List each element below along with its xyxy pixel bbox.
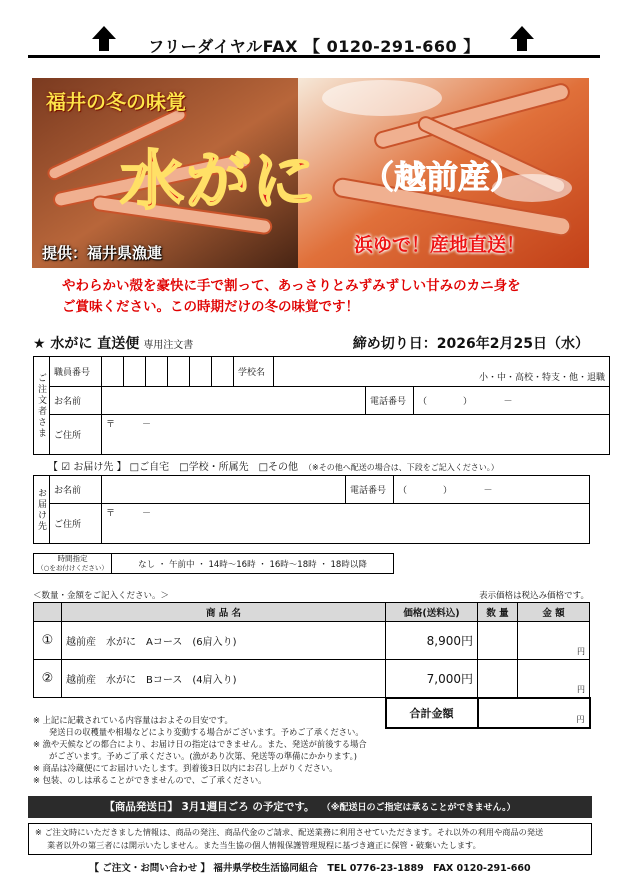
staff-no-digit[interactable] <box>212 357 234 387</box>
header-amount: 金 額 <box>518 603 590 622</box>
name-label: お名前 <box>50 387 102 415</box>
product-number: ① <box>34 622 62 660</box>
note-line: がございます。予めご了承ください。(漁があり次第、発送等の準備にかかります。) <box>49 751 357 761</box>
shipping-date-bar <box>28 796 592 818</box>
product-price: 8,900円 <box>386 622 478 660</box>
school-label: 学校名 <box>234 357 274 387</box>
staff-no-digit[interactable] <box>168 357 190 387</box>
header-qty: 数 量 <box>478 603 518 622</box>
banner-origin-text: （越前産） <box>362 158 523 196</box>
delivery-phone-label: 電話番号 <box>346 476 394 504</box>
privacy-line: 業者以外の第三者には開示いたしません。また当生協の個人情報保護管理規程に基づき適正に保管・破棄いたします。 <box>47 840 481 850</box>
contact-info: 【 ご注文・お問い合わせ 】 福井県学校生活協同組合 TEL 0776-23-1889 FAX 0120-291-660 <box>89 863 531 874</box>
time-slot-label-sub: （○をお付けください） <box>37 564 108 572</box>
privacy-line: ※ ご注文時にいただきました情報は、商品の発注、商品代金のご請求、配送業務に利用させていただきます。それ以外の利用や商品の発送 <box>35 827 544 837</box>
product-row <box>34 622 590 660</box>
delivery-name-label: お名前 <box>50 476 102 504</box>
header-product-name: 商 品 名 <box>62 603 386 622</box>
staff-no-digit[interactable] <box>124 357 146 387</box>
school-options[interactable]: 小・中・高校・特支・他・退職 <box>274 357 610 387</box>
delivery-table <box>33 475 590 544</box>
banner-credit: 提供：福井県漁連 <box>42 244 163 262</box>
time-slot-table <box>33 553 394 574</box>
form-subtitle: 専用注文書 <box>143 340 194 351</box>
delivery-name-field[interactable] <box>102 476 346 504</box>
quantity-field[interactable] <box>478 660 518 698</box>
product-number: ② <box>34 660 62 698</box>
form-title <box>33 333 193 353</box>
product-price: 7,000円 <box>386 660 478 698</box>
notes <box>33 714 393 786</box>
phone-label: 電話番号 <box>366 387 414 415</box>
staff-no-label: 職員番号 <box>50 357 102 387</box>
phone-field[interactable]: （ ） － <box>414 387 610 415</box>
name-field[interactable] <box>102 387 366 415</box>
shipping-note: （※配送日のご指定は承ることができません。） <box>321 803 516 813</box>
staff-no-digit[interactable] <box>146 357 168 387</box>
delivery-destination-choice[interactable] <box>48 458 588 473</box>
deadline: 締め切り日：2026年2月25日（水） <box>352 336 589 352</box>
intro-line: やわらかい殻を豪快に手で割って、あっさりとみずみずしい甘みのカニ身を <box>62 278 521 294</box>
privacy-notice <box>28 823 592 855</box>
address-field[interactable]: 〒 － <box>102 415 610 455</box>
header-no <box>34 603 62 622</box>
intro-line: ご賞味ください。この時期だけの冬の味覚です！ <box>62 299 359 315</box>
orderer-section-label: ご注文者さま <box>34 357 50 455</box>
delivery-address-label: ご住所 <box>50 504 102 544</box>
time-slot-label <box>34 554 112 574</box>
note-line: ※ 上記に記載されている内容量はおよその目安です。 <box>33 715 233 725</box>
delivery-address-field[interactable]: 〒 － <box>102 504 590 544</box>
banner-main-title: 水がに <box>120 145 318 219</box>
address-label: ご住所 <box>50 415 102 455</box>
amount-field[interactable]: 円 <box>518 622 590 660</box>
banner-season-text: 福井の冬の味覚 <box>46 90 186 114</box>
intro-text <box>62 276 582 318</box>
product-name: 越前産 水がに Aコース (6肩入り) <box>62 622 386 660</box>
form-header <box>33 333 589 355</box>
header-price: 価格(送料込) <box>386 603 478 622</box>
product-name: 越前産 水がに Bコース (4肩入り) <box>62 660 386 698</box>
tax-note: 表示価格は税込み価格です。 <box>479 591 589 601</box>
form-title-text: ★ 水がに 直送便 <box>33 336 140 352</box>
note-line: ※ 漁や天候などの都合により、お届け日の指定はできません。また、発送が前後する場合 <box>33 739 367 749</box>
delivery-note: （※その他へ配送の場合は、下段をご記入ください。） <box>304 463 499 472</box>
delivery-section-label: お届け先 <box>34 476 50 544</box>
time-slot-options[interactable]: なし ・ 午前中 ・ 14時～16時 ・ 16時～18時 ・ 18時以降 <box>112 554 394 574</box>
banner-slogan: 浜ゆで！産地直送！ <box>354 234 526 256</box>
shipping-date: 【商品発送日】 3月1週目ごろ の予定です。 <box>104 801 315 813</box>
qty-note: ＜数量・金額をご記入ください。＞ <box>33 591 170 601</box>
delivery-options[interactable]: 【 ☑ お届け先 】 □ご自宅 □学校・所属先 □その他 <box>48 462 299 473</box>
product-table <box>33 602 591 729</box>
up-arrow-icon <box>510 26 534 52</box>
crab-banner <box>32 78 589 268</box>
orderer-table <box>33 356 610 455</box>
product-row <box>34 660 590 698</box>
staff-no-digit[interactable] <box>190 357 212 387</box>
total-label: 合計金額 <box>386 698 478 728</box>
fax-number: フリーダイヤルFAX 【 0120-291-660 】 <box>148 37 480 56</box>
time-slot-label-text: 時間指定 <box>57 554 88 563</box>
note-line: ※ 包装、のしは承ることができませんので、ご了承ください。 <box>33 775 267 785</box>
amount-field[interactable]: 円 <box>518 660 590 698</box>
note-line: ※ 商品は冷蔵便にてお届けいたします。到着後3日以内にお召し上がりください。 <box>33 763 338 773</box>
delivery-phone-field[interactable]: （ ） － <box>394 476 590 504</box>
note-line: 発送日の収穫量や相場などにより変動する場合がございます。予めご了承ください。 <box>49 727 364 737</box>
staff-no-digit[interactable] <box>102 357 124 387</box>
total-amount-field[interactable]: 円 <box>478 698 590 728</box>
quantity-field[interactable] <box>478 622 518 660</box>
fax-header <box>28 22 600 58</box>
